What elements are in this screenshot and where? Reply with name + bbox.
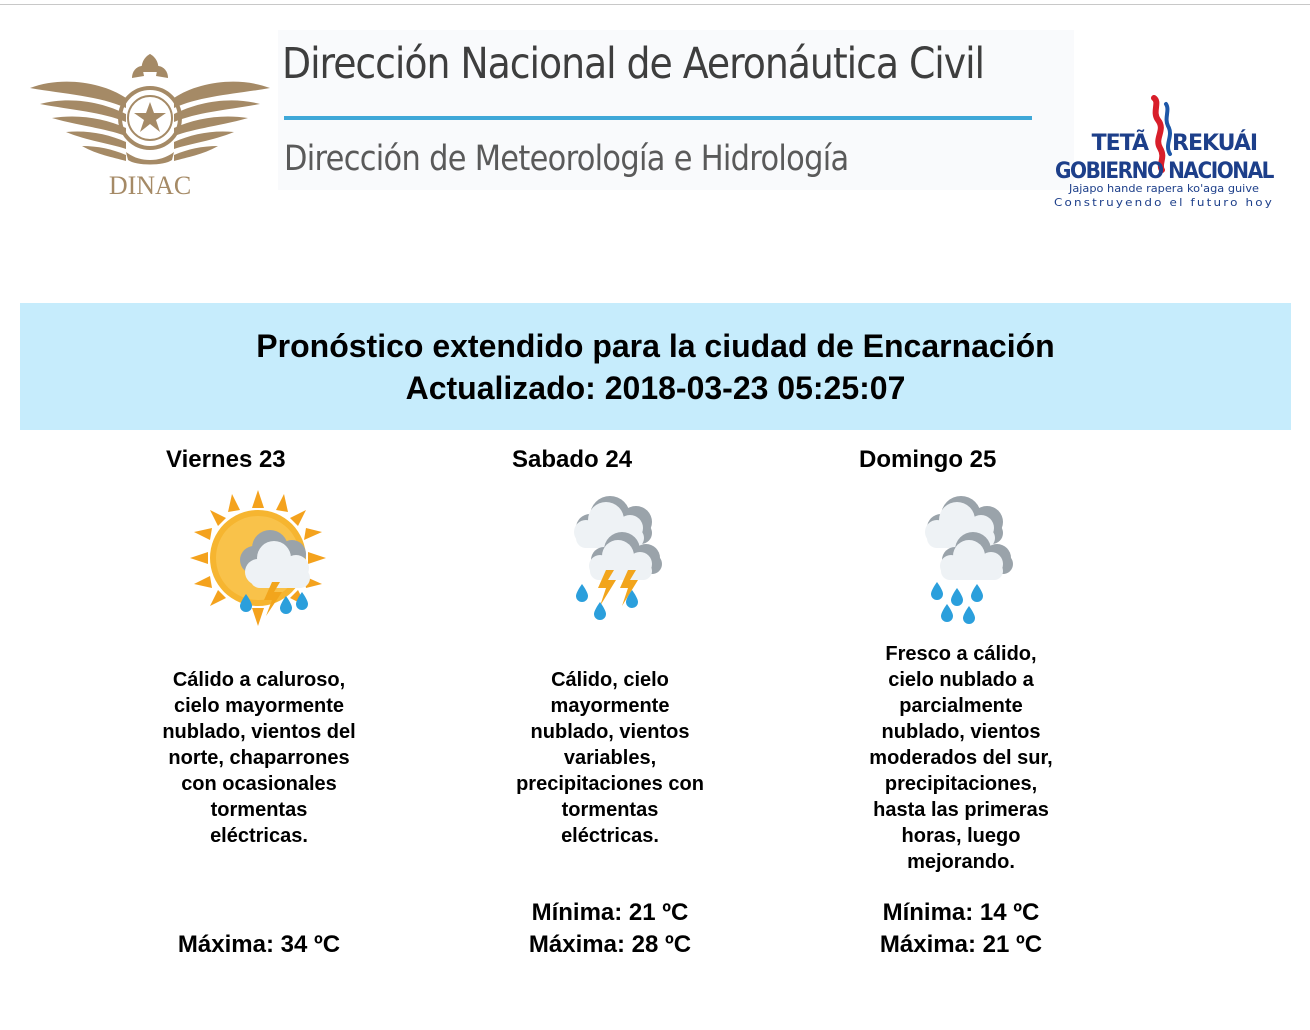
day-name: Viernes 23 [166, 446, 286, 473]
temp-max: Máxima: 28 ºC [528, 931, 692, 958]
temp-max: Máxima: 21 ºC [879, 931, 1043, 958]
header-accent-rule [284, 116, 1032, 120]
day-description: Cálido a caluroso, cielo mayormente nublado, vientos del norte, chaparrones con ocasionales tormentas eléctricas. [162, 669, 356, 847]
day-description: Fresco a cálido, cielo nublado a parcialmente nublado, vientos moderados del sur, precipitaciones, hasta las primeras horas, luego mejorando. [869, 643, 1053, 873]
forecast-day-viernes [162, 440, 496, 980]
gov-logo-slogan-spanish: Construyendo el futuro hoy [1054, 196, 1274, 209]
forecast-day-sabado [512, 440, 842, 980]
page-header [0, 0, 1310, 240]
gov-logo-teta: TETÃ [1091, 131, 1148, 156]
dinac-logo-text: DINAC [108, 171, 192, 200]
cloud-rain-icon [891, 488, 1031, 628]
temp-min: Mínima: 14 ºC [882, 899, 1040, 926]
temp-min: Mínima: 21 ºC [531, 899, 689, 926]
gov-logo-rekuai: REKUÁI [1172, 131, 1258, 156]
org-title: Dirección Nacional de Aeronáutica Civil [282, 39, 985, 89]
temp-max: Máxima: 34 ºC [177, 931, 341, 958]
forecast-title: Pronóstico extendido para la ciudad de Encarnación [256, 328, 1055, 364]
sun-cloud-storm-rain-icon [188, 488, 328, 628]
cloud-storm-rain-icon [540, 488, 680, 628]
gov-logo-slogan-guarani: Jajapo hande rapera ko'aga guive [1067, 182, 1260, 195]
forecast-banner [20, 303, 1291, 430]
day-name: Sabado 24 [512, 446, 633, 473]
forecast-day-domingo [859, 440, 1189, 980]
forecast-updated-timestamp: Actualizado: 2018-03-23 05:25:07 [405, 370, 906, 406]
dinac-logo [22, 52, 278, 202]
gov-logo-gobierno: GOBIERNO NACIONAL [1055, 159, 1275, 184]
department-subtitle: Dirección de Meteorología e Hidrología [284, 139, 849, 179]
day-description: Cálido, cielo mayormente nublado, vientos variables, precipitaciones con tormentas eléctricas. [516, 669, 704, 847]
day-name: Domingo 25 [859, 446, 997, 473]
gobierno-nacional-logo [1050, 94, 1278, 210]
